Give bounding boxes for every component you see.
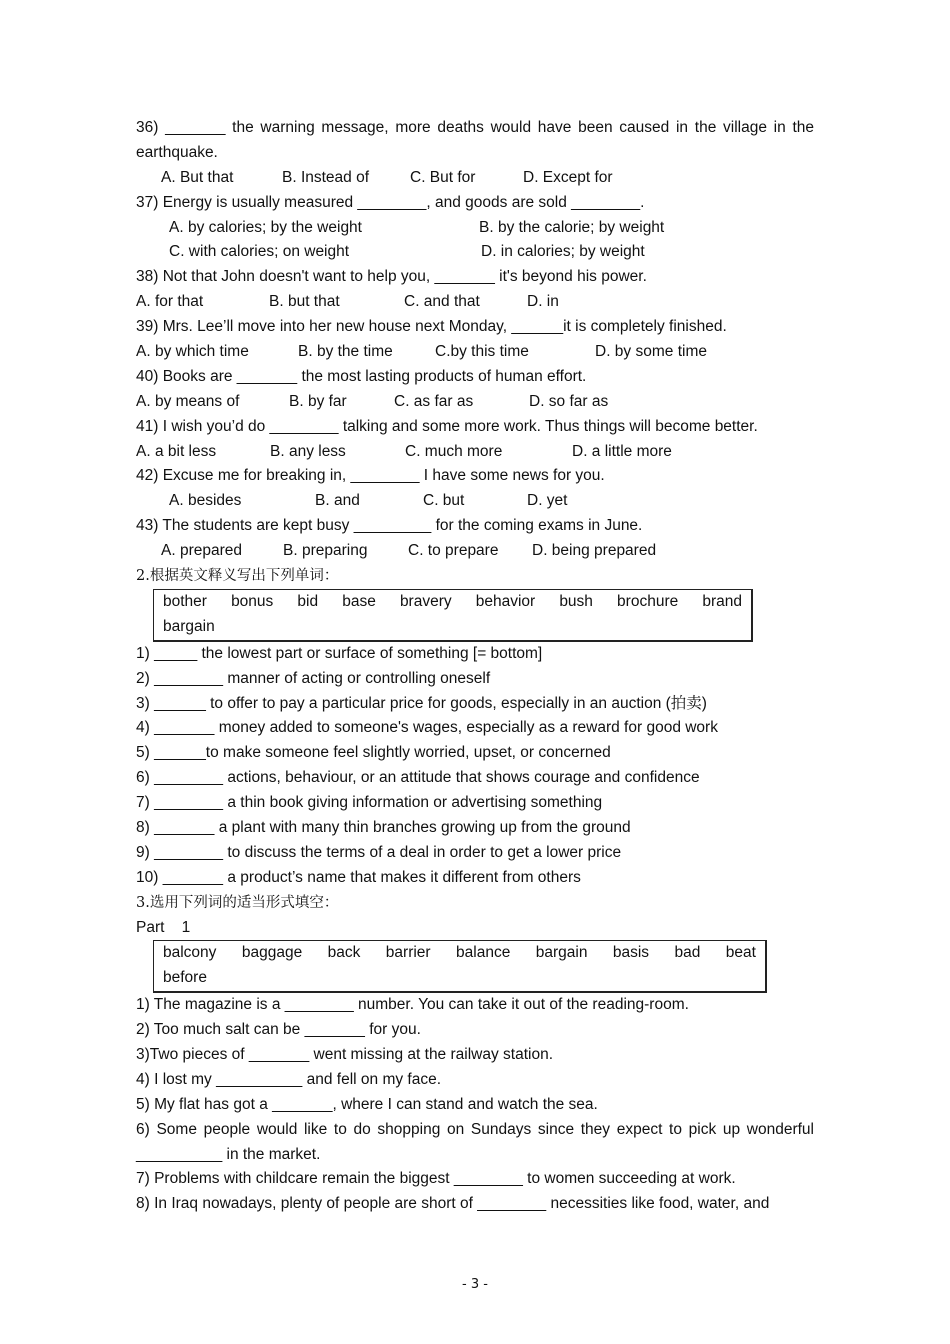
- question-42: 42) Excuse me for breaking in, ________ I have some news for you.: [136, 467, 605, 485]
- definition-item: 1) _____ the lowest part or surface of something [= bottom]: [136, 644, 543, 662]
- word: bid: [297, 592, 319, 610]
- option: B. by the time: [298, 343, 393, 361]
- question-41: 41) I wish you’d do ________ talking and some more work. Thus things will become better.: [136, 417, 758, 435]
- word: brochure: [617, 592, 679, 610]
- page-number: - 3 -: [462, 1277, 488, 1292]
- options-36: [136, 166, 814, 191]
- word: bother: [163, 592, 207, 610]
- options-40: [136, 390, 814, 415]
- option: D. by some time: [595, 343, 707, 361]
- option: A. by calories; by the weight: [169, 218, 362, 236]
- option: C. as far as: [394, 392, 474, 410]
- section-3-heading: 3.选用下列词的适当形式填空：: [136, 894, 339, 911]
- option: B. but that: [269, 293, 340, 311]
- word: behavior: [475, 592, 536, 610]
- word: baggage: [241, 944, 303, 962]
- section-2-word-box: [153, 589, 753, 642]
- option: B. preparing: [283, 542, 368, 560]
- option: B. any less: [270, 442, 346, 460]
- word: balcony: [163, 944, 217, 962]
- options-41: [136, 440, 814, 465]
- definition-item: 2) ________ manner of acting or controlling oneself: [136, 669, 491, 687]
- option: C. with calories; on weight: [169, 243, 350, 261]
- option: B. by far: [289, 392, 347, 410]
- option: A. besides: [169, 492, 242, 510]
- word: barrier: [385, 944, 431, 962]
- word: basis: [612, 944, 650, 962]
- option: A. by means of: [136, 392, 240, 410]
- word: balance: [456, 944, 511, 962]
- options-37-row2: [136, 240, 814, 265]
- definition-item: 4) _______ money added to someone's wages, especially as a reward for good work: [136, 719, 718, 737]
- part-label: Part 1: [136, 918, 191, 936]
- section-2-heading: 2.根据英文释义写出下列单词：: [136, 568, 339, 585]
- word: before: [163, 969, 207, 987]
- definition-item: 9) ________ to discuss the terms of a deal in order to get a lower price: [136, 843, 622, 861]
- definition-item: 5) ______to make someone feel slightly worried, upset, or concerned: [136, 744, 611, 762]
- options-37-row1: [136, 216, 814, 241]
- question-39: 39) Mrs. Lee’ll move into her new house next Monday, ______it is completely finished.: [136, 318, 727, 336]
- document-page: [136, 116, 814, 1217]
- option: D. Except for: [523, 168, 613, 186]
- question-38: 38) Not that John doesn't want to help you, _______ it's beyond his power.: [136, 268, 647, 286]
- option: B. Instead of: [282, 168, 370, 186]
- section-3-word-box: [153, 940, 767, 993]
- option: C. and that: [404, 293, 480, 311]
- fill-in-item: 8) In Iraq nowadays, plenty of people are short of ________ necessities like food, water, and: [136, 1195, 770, 1213]
- word-list-row: [163, 590, 751, 615]
- word-list-row: [163, 941, 765, 966]
- question-37: 37) Energy is usually measured ________, and goods are sold ________.: [136, 193, 645, 211]
- word: back: [327, 944, 361, 962]
- word: base: [342, 592, 376, 610]
- word: bargain: [163, 617, 215, 635]
- word: bad: [674, 944, 701, 962]
- fill-in-item: 6) Some people would like to do shopping on Sundays since they expect to pick up wonderful __________ in the market.: [136, 1120, 814, 1163]
- option: A. by which time: [136, 343, 249, 361]
- option: C. but: [423, 492, 465, 510]
- option: A. for that: [136, 293, 204, 311]
- option: D. in: [527, 293, 559, 311]
- option: D. yet: [527, 492, 568, 510]
- option: A. prepared: [161, 542, 242, 560]
- option: C.by this time: [435, 343, 529, 361]
- option: A. a bit less: [136, 442, 217, 460]
- option: C. much more: [405, 442, 503, 460]
- option: B. and: [315, 492, 360, 510]
- definition-item: 8) _______ a plant with many thin branches growing up from the ground: [136, 818, 631, 836]
- word: bravery: [399, 592, 452, 610]
- word: bargain: [535, 944, 588, 962]
- fill-in-item: 5) My flat has got a _______, where I can stand and watch the sea.: [136, 1095, 598, 1113]
- word: bonus: [231, 592, 274, 610]
- option: D. being prepared: [532, 542, 657, 560]
- word: brand: [702, 592, 742, 610]
- question-40: 40) Books are _______ the most lasting products of human effort.: [136, 367, 587, 385]
- definition-item: 10) _______ a product’s name that makes it different from others: [136, 868, 581, 886]
- fill-in-item: 2) Too much salt can be _______ for you.: [136, 1021, 421, 1039]
- fill-in-item: 1) The magazine is a ________ number. You can take it out of the reading-room.: [136, 996, 689, 1014]
- option: D. in calories; by weight: [481, 243, 645, 261]
- option: D. so far as: [529, 392, 609, 410]
- word: bush: [559, 592, 593, 610]
- fill-in-item: 3)Two pieces of _______ went missing at the railway station.: [136, 1045, 554, 1063]
- options-43: [136, 539, 814, 564]
- word: beat: [725, 944, 756, 962]
- options-42: [136, 489, 814, 514]
- options-39: [136, 340, 814, 365]
- option: C. to prepare: [408, 542, 499, 560]
- option: D. a little more: [572, 442, 672, 460]
- fill-in-item: 4) I lost my __________ and fell on my face.: [136, 1070, 442, 1088]
- definition-item: 7) ________ a thin book giving information or advertising something: [136, 794, 603, 812]
- question-36: 36) _______ the warning message, more deaths would have been caused in the village in the earthquake.: [136, 119, 814, 161]
- fill-in-item: 7) Problems with childcare remain the biggest ________ to women succeeding at work.: [136, 1170, 736, 1188]
- definition-item: 6) ________ actions, behaviour, or an attitude that shows courage and confidence: [136, 769, 700, 787]
- option: B. by the calorie; by weight: [479, 218, 665, 236]
- definition-item: 3) ______ to offer to pay a particular price for goods, especially in an auction (拍卖): [136, 694, 707, 712]
- option: A. But that: [161, 168, 234, 186]
- options-38: [136, 290, 814, 315]
- option: C. But for: [410, 168, 476, 186]
- question-43: 43) The students are kept busy _________ for the coming exams in June.: [136, 517, 643, 535]
